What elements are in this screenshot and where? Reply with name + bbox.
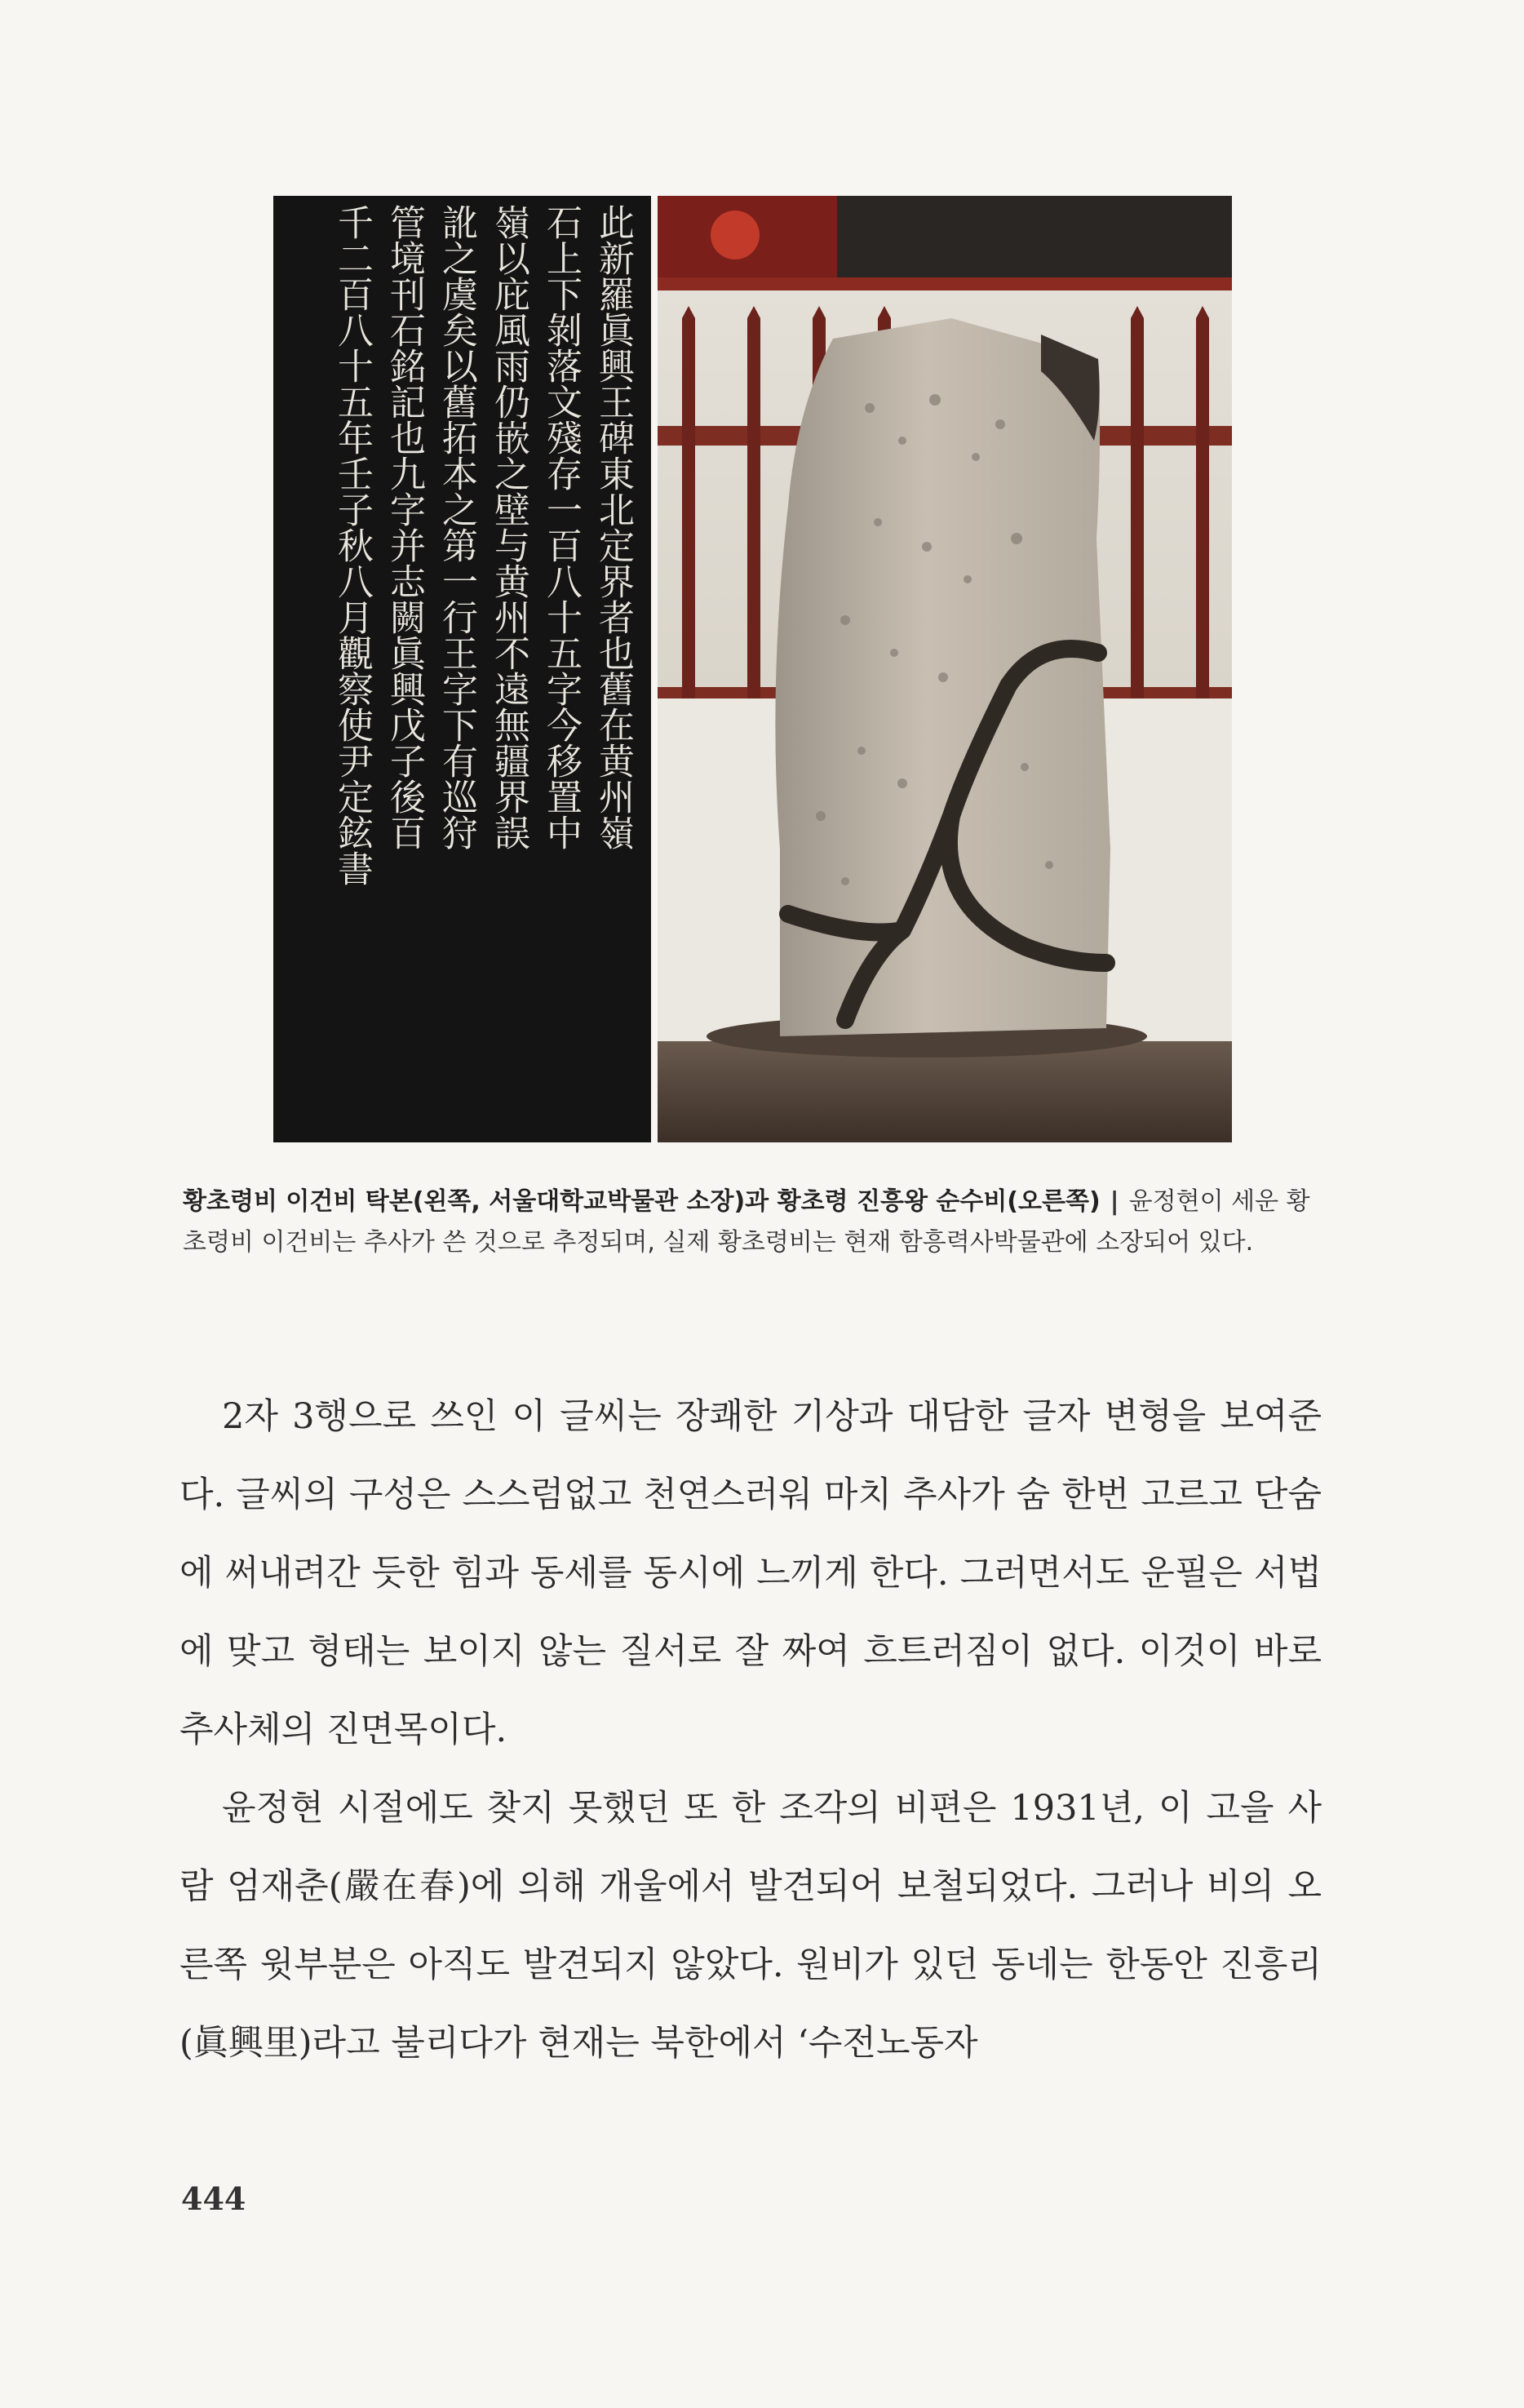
rubbing-column: 此新羅眞興王碑東北定界者也舊在黄州嶺 [592,204,634,850]
figure [273,196,1232,1142]
rubbing-column: 管境刊石銘記也九字并志闕眞興戊子後百 [383,204,425,850]
caption-text-line2: 초령비 이건비는 추사가 쓴 것으로 추정되며, 실제 황초령비는 현재 함흥력사박물관에 소장되어 있다. [183,1228,1254,1257]
rubbing-column: 訛之虞矣以舊拓本之第一行王字下有巡狩 [436,204,477,850]
body-text [179,1377,1322,2082]
figure-caption [183,1182,1341,1263]
caption-title: 황초령비 이건비 탁본(왼쪽, 서울대학교박물관 소장)과 황초령 진흥왕 순수비(오른쪽) [183,1187,1101,1216]
caption-text-line1: 윤정현이 세운 황 [1128,1187,1310,1216]
rubbing-column: 石上下剝落文殘存一百八十五字今移置中 [540,204,582,850]
rubbing-column: 千二百八十五年壬子秋八月觀察使尹定鉉書 [331,204,373,886]
paragraph: 윤정현 시절에도 찾지 못했던 또 한 조각의 비편은 1931년, 이 고을 사람 엄재춘(嚴在春)에 의해 개울에서 발견되어 보철되었다. 그러나 비의 오른쪽 윗부분은 아직도 발견되지 않았다. 원비가 있던 동네는 한동안 진흥리(眞興里)라고 불리다가 현재는 북한에서 ‘수전노동자 [179,1788,1322,2064]
rubbing-column: 嶺以庇風雨仍嵌之壁与黄州不遠無疆界誤 [488,204,529,850]
stele-photo [658,196,1232,1142]
caption-separator: | [1110,1187,1119,1216]
rubbing-text [328,204,636,1134]
page-number: 444 [181,2180,246,2217]
paragraph: 2자 3행으로 쓰인 이 글씨는 장쾌한 기상과 대담한 글자 변형을 보여준다. 글씨의 구성은 스스럼없고 천연스러워 마치 추사가 숨 한번 고르고 단숨에 써내려간 듯한 힘과 동세를 동시에 느끼게 한다. 그러면서도 운필은 서법에 맞고 형태는 보이지 않는 질서로 잘 짜여 흐트러짐이 없다. 이것이 바로 추사체의 진면목이다. [179,1396,1322,1750]
rubbing-image [273,196,651,1142]
